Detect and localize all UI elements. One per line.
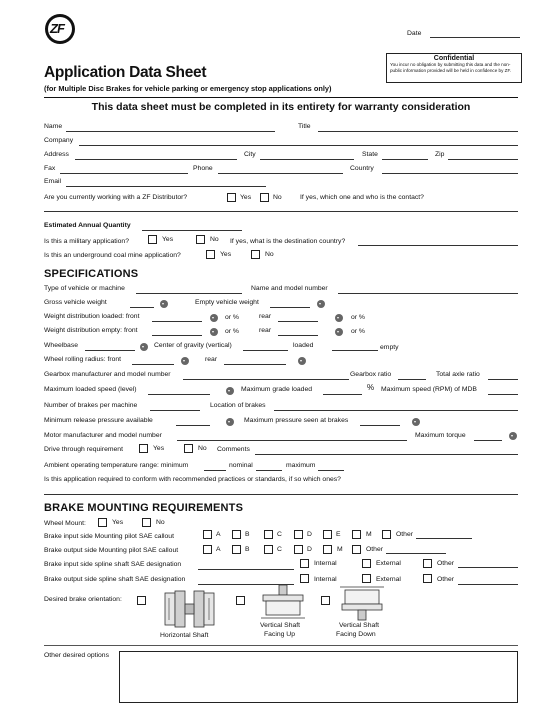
output-pilot-c-checkbox[interactable] <box>264 545 273 554</box>
military-question: Is this a military application? <box>44 238 129 245</box>
input-spline-external-checkbox[interactable] <box>362 559 371 568</box>
output-pilot-d-label: D <box>307 546 312 553</box>
orientation-horizontal-checkbox[interactable] <box>137 596 146 605</box>
max-pressure-field[interactable] <box>360 425 400 426</box>
input-spline-other-checkbox[interactable] <box>423 559 432 568</box>
confidential-text: You incur no obligation by submitting this data and the non-public information provided will be held in confidence by ZF. <box>390 62 512 73</box>
output-pilot-b-checkbox[interactable] <box>232 545 241 554</box>
gearbox-ratio-field[interactable] <box>398 379 426 380</box>
total-axle-label: Total axle ratio <box>436 371 480 378</box>
email-label: Email <box>44 178 61 185</box>
coal-mine-yes-checkbox[interactable] <box>206 250 215 259</box>
brake-location-field[interactable] <box>274 410 518 411</box>
wd-loaded-or-pct: or % <box>225 314 239 321</box>
input-pilot-e-label: E <box>336 531 341 538</box>
min-release-label: Minimum release pressure available <box>44 417 153 424</box>
input-spline-label: Brake input side spline shaft SAE designation <box>44 561 182 568</box>
output-pilot-b-label: B <box>245 546 250 553</box>
warranty-notice: This data sheet must be completed in its entirety for warranty consideration <box>91 101 471 113</box>
coal-mine-yes-label: Yes <box>220 251 232 258</box>
max-pressure-label: Maximum pressure seen at brakes <box>244 417 349 424</box>
cog-label: Center of gravity (vertical) <box>154 342 232 349</box>
output-spline-other-label: Other <box>437 576 454 583</box>
drive-through-label: Drive through requirement <box>44 446 123 453</box>
address-field[interactable] <box>75 159 237 160</box>
output-pilot-other-checkbox[interactable] <box>352 545 361 554</box>
comments-field[interactable] <box>255 454 518 455</box>
state-field[interactable] <box>382 159 428 160</box>
cog-empty-field[interactable] <box>332 350 378 351</box>
gearbox-mfr-field[interactable] <box>183 379 349 380</box>
output-pilot-d-checkbox[interactable] <box>294 545 303 554</box>
output-spline-internal-label: Internal <box>314 576 337 583</box>
output-pilot-a-checkbox[interactable] <box>203 545 212 554</box>
title-label: Title <box>298 123 311 130</box>
output-pilot-other-field[interactable] <box>386 553 446 554</box>
input-pilot-a-label: A <box>216 531 221 538</box>
wheel-mount-no-label: No <box>156 519 165 526</box>
fax-field[interactable] <box>60 173 188 174</box>
max-pressure-unit-dropdown[interactable] <box>412 418 420 426</box>
input-pilot-m-label: M <box>366 531 372 538</box>
vertical-up-label-2: Facing Up <box>264 631 295 638</box>
wheel-mount-yes-label: Yes <box>112 519 124 526</box>
motor-mfr-field[interactable] <box>177 440 407 441</box>
vertical-shaft-down-icon <box>336 584 388 622</box>
output-spline-internal-checkbox[interactable] <box>300 574 309 583</box>
cog-loaded-field[interactable] <box>243 350 288 351</box>
input-spline-other-field[interactable] <box>458 567 518 568</box>
input-pilot-other-checkbox[interactable] <box>382 530 391 539</box>
input-pilot-m-checkbox[interactable] <box>352 530 361 539</box>
zip-field[interactable] <box>448 159 518 160</box>
drive-through-yes-checkbox[interactable] <box>139 444 148 453</box>
max-grade-label: Maximum grade loaded <box>241 386 313 393</box>
orientation-vertical-down-checkbox[interactable] <box>321 596 330 605</box>
name-label: Name <box>44 123 63 130</box>
title-field[interactable] <box>318 131 518 132</box>
wheelbase-unit-dropdown[interactable] <box>140 343 148 351</box>
wd-loaded-rear-or-pct: or % <box>351 314 365 321</box>
annual-quantity-field[interactable] <box>142 230 242 231</box>
input-pilot-d-checkbox[interactable] <box>294 530 303 539</box>
vehicle-type-label: Type of vehicle or machine <box>44 285 125 292</box>
name-model-label: Name and model number <box>251 285 328 292</box>
military-yes-label: Yes <box>162 236 174 243</box>
gvw-label: Gross vehicle weight <box>44 299 107 306</box>
company-label: Company <box>44 137 74 144</box>
zip-label: Zip <box>435 151 445 158</box>
empty-weight-label: Empty vehicle weight <box>195 299 259 306</box>
gearbox-mfr-label: Gearbox manufacturer and model number <box>44 371 171 378</box>
address-label: Address <box>44 151 69 158</box>
max-torque-unit-dropdown[interactable] <box>509 432 517 440</box>
max-rpm-label: Maximum speed (RPM) of MDB <box>381 386 477 393</box>
input-pilot-c-checkbox[interactable] <box>264 530 273 539</box>
standards-field[interactable] <box>44 494 518 495</box>
page-subtitle: (for Multiple Disc Brakes for vehicle parking or emergency stop applications only) <box>44 84 332 93</box>
zf-logo <box>45 14 75 44</box>
wd-empty-or-pct: or % <box>225 328 239 335</box>
standards-question: Is this application required to conform with recommended practices or standards, if so which ones? <box>44 476 341 483</box>
wd-loaded-rear-dropdown[interactable] <box>335 314 343 322</box>
empty-weight-unit-dropdown[interactable] <box>317 300 325 308</box>
distributor-yes-checkbox[interactable] <box>227 193 236 202</box>
wd-empty-rear-field[interactable] <box>278 335 318 336</box>
wheelbase-label: Wheelbase <box>44 342 79 349</box>
input-pilot-other-label: Other <box>396 531 413 538</box>
brakes-count-label: Number of brakes per machine <box>44 402 138 409</box>
comments-label: Comments <box>217 446 250 453</box>
input-spline-other-label: Other <box>437 560 454 567</box>
input-spline-internal-label: Internal <box>314 560 337 567</box>
vertical-down-label-2: Facing Down <box>336 631 376 638</box>
output-pilot-other-label: Other <box>366 546 383 553</box>
output-pilot-a-label: A <box>216 546 221 553</box>
gearbox-ratio-label: Gearbox ratio <box>350 371 392 378</box>
vertical-up-label-1: Vertical Shaft <box>260 622 301 629</box>
other-options-textarea[interactable] <box>119 651 518 703</box>
company-field[interactable] <box>79 145 518 146</box>
specifications-heading: SPECIFICATIONS <box>44 268 139 280</box>
max-speed-unit-dropdown[interactable] <box>226 387 234 395</box>
input-pilot-b-checkbox[interactable] <box>232 530 241 539</box>
distributor-yes-label: Yes <box>240 194 252 201</box>
input-pilot-a-checkbox[interactable] <box>203 530 212 539</box>
wd-empty-rear-label: rear <box>259 327 272 334</box>
ambient-nominal-field[interactable] <box>256 470 282 471</box>
ambient-max-label: maximum <box>286 462 316 469</box>
wd-empty-rear-dropdown[interactable] <box>335 328 343 336</box>
wd-empty-front-dropdown[interactable] <box>210 328 218 336</box>
ambient-min-field[interactable] <box>204 470 226 471</box>
distributor-followup-label: If yes, which one and who is the contact? <box>300 194 424 201</box>
output-pilot-c-label: C <box>277 546 282 553</box>
distributor-contact-field[interactable] <box>44 211 518 212</box>
coal-mine-no-label: No <box>265 251 274 258</box>
output-pilot-label: Brake output side Mounting pilot SAE callout <box>44 547 179 554</box>
min-release-unit-dropdown[interactable] <box>226 418 234 426</box>
phone-label: Phone <box>193 165 213 172</box>
page-title: Application Data Sheet <box>44 64 207 81</box>
input-pilot-label: Brake input side Mounting pilot SAE callout <box>44 533 174 540</box>
output-pilot-m-checkbox[interactable] <box>323 545 332 554</box>
ambient-temp-label: Ambient operating temperature range: minimum <box>44 462 189 469</box>
max-speed-field[interactable] <box>148 394 210 395</box>
header-rule <box>44 97 518 98</box>
input-spline-external-label: External <box>376 560 401 567</box>
input-pilot-other-field[interactable] <box>416 538 472 539</box>
output-spline-other-field[interactable] <box>458 584 518 585</box>
wheel-radius-front-field[interactable] <box>132 364 174 365</box>
orientation-vertical-up-checkbox[interactable] <box>236 596 245 605</box>
city-label: City <box>244 151 256 158</box>
section-divider <box>44 645 518 646</box>
output-spline-external-checkbox[interactable] <box>362 574 371 583</box>
wd-empty-front-field[interactable] <box>152 335 202 336</box>
city-field[interactable] <box>260 159 354 160</box>
cog-empty-label: empty <box>380 344 399 351</box>
destination-field[interactable] <box>358 245 518 246</box>
total-axle-field[interactable] <box>488 379 518 380</box>
confidential-title: Confidential <box>433 55 475 62</box>
state-label: State <box>362 151 378 158</box>
wd-empty-label: Weight distribution empty: front <box>44 327 138 334</box>
country-field[interactable] <box>382 173 518 174</box>
vehicle-type-field[interactable] <box>136 293 242 294</box>
name-field[interactable] <box>66 131 275 132</box>
output-spline-external-label: External <box>376 576 401 583</box>
zf-logo-text: ZF <box>50 21 64 36</box>
max-grade-field[interactable] <box>323 394 362 395</box>
ambient-max-field[interactable] <box>318 470 344 471</box>
coal-mine-no-checkbox[interactable] <box>251 250 260 259</box>
wd-loaded-rear-label: rear <box>259 313 272 320</box>
horizontal-shaft-icon <box>160 588 220 630</box>
distributor-question: Are you currently working with a ZF Distributor? <box>44 194 188 201</box>
input-pilot-e-checkbox[interactable] <box>323 530 332 539</box>
confidential-box <box>386 53 522 83</box>
wheel-radius-rear-label: rear <box>205 356 218 363</box>
wheel-radius-label: Wheel rolling radius: front <box>44 356 122 363</box>
wd-empty-rear-or-pct: or % <box>351 328 365 335</box>
drive-through-no-label: No <box>198 445 207 452</box>
wd-loaded-front-field[interactable] <box>152 321 202 322</box>
empty-weight-field[interactable] <box>270 307 310 308</box>
email-field[interactable] <box>66 186 266 187</box>
gvw-field[interactable] <box>130 307 154 308</box>
input-spline-field[interactable] <box>198 569 294 570</box>
output-spline-label: Brake output side spline shaft SAE designation <box>44 576 186 583</box>
phone-field[interactable] <box>218 173 343 174</box>
annual-quantity-label: Estimated Annual Quantity <box>44 222 131 229</box>
wheel-radius-rear-dropdown[interactable] <box>298 357 306 365</box>
coal-mine-question: Is this an underground coal mine application? <box>44 252 181 259</box>
vertical-down-label-1: Vertical Shaft <box>339 622 380 629</box>
wheelbase-field[interactable] <box>85 350 135 351</box>
military-no-checkbox[interactable] <box>196 235 205 244</box>
distributor-no-checkbox[interactable] <box>260 193 269 202</box>
brake-mounting-heading: BRAKE MOUNTING REQUIREMENTS <box>44 502 244 514</box>
date-field[interactable] <box>430 37 520 38</box>
wheel-mount-yes-checkbox[interactable] <box>98 518 107 527</box>
wheel-radius-front-dropdown[interactable] <box>181 357 189 365</box>
cog-loaded-label: loaded <box>293 342 314 349</box>
drive-through-yes-label: Yes <box>153 445 165 452</box>
military-yes-checkbox[interactable] <box>148 235 157 244</box>
input-pilot-c-label: C <box>277 531 282 538</box>
max-speed-label: Maximum loaded speed (level) <box>44 386 137 393</box>
other-options-label: Other desired options <box>44 652 109 659</box>
max-rpm-field[interactable] <box>488 394 518 395</box>
fax-label: Fax <box>44 165 56 172</box>
military-no-label: No <box>210 236 219 243</box>
wheel-radius-rear-field[interactable] <box>224 364 286 365</box>
max-torque-label: Maximum torque <box>415 432 466 439</box>
country-label: Country <box>350 165 374 172</box>
output-pilot-m-label: M <box>337 546 343 553</box>
min-release-field[interactable] <box>176 425 210 426</box>
orientation-label: Desired brake orientation: <box>44 596 122 603</box>
input-spline-internal-checkbox[interactable] <box>300 559 309 568</box>
wd-loaded-front-dropdown[interactable] <box>210 314 218 322</box>
motor-mfr-label: Motor manufacturer and model number <box>44 432 162 439</box>
name-model-field[interactable] <box>338 293 518 294</box>
horizontal-shaft-label: Horizontal Shaft <box>160 632 209 639</box>
brakes-count-field[interactable] <box>150 410 200 411</box>
wd-loaded-rear-field[interactable] <box>278 321 318 322</box>
vertical-shaft-up-icon <box>257 584 309 622</box>
max-torque-field[interactable] <box>474 440 502 441</box>
drive-through-no-checkbox[interactable] <box>184 444 193 453</box>
brake-location-label: Location of brakes <box>210 402 266 409</box>
input-pilot-b-label: B <box>245 531 250 538</box>
ambient-nominal-label: nominal <box>229 462 253 469</box>
output-spline-other-checkbox[interactable] <box>423 574 432 583</box>
gvw-unit-dropdown[interactable] <box>160 300 168 308</box>
wd-loaded-label: Weight distribution loaded: front <box>44 313 140 320</box>
date-label: Date <box>407 30 422 37</box>
input-pilot-d-label: D <box>307 531 312 538</box>
wheel-mount-label: Wheel Mount: <box>44 520 86 527</box>
destination-question: If yes, what is the destination country? <box>230 238 346 245</box>
distributor-no-label: No <box>273 194 282 201</box>
wheel-mount-no-checkbox[interactable] <box>142 518 151 527</box>
max-grade-pct: % <box>367 383 375 392</box>
